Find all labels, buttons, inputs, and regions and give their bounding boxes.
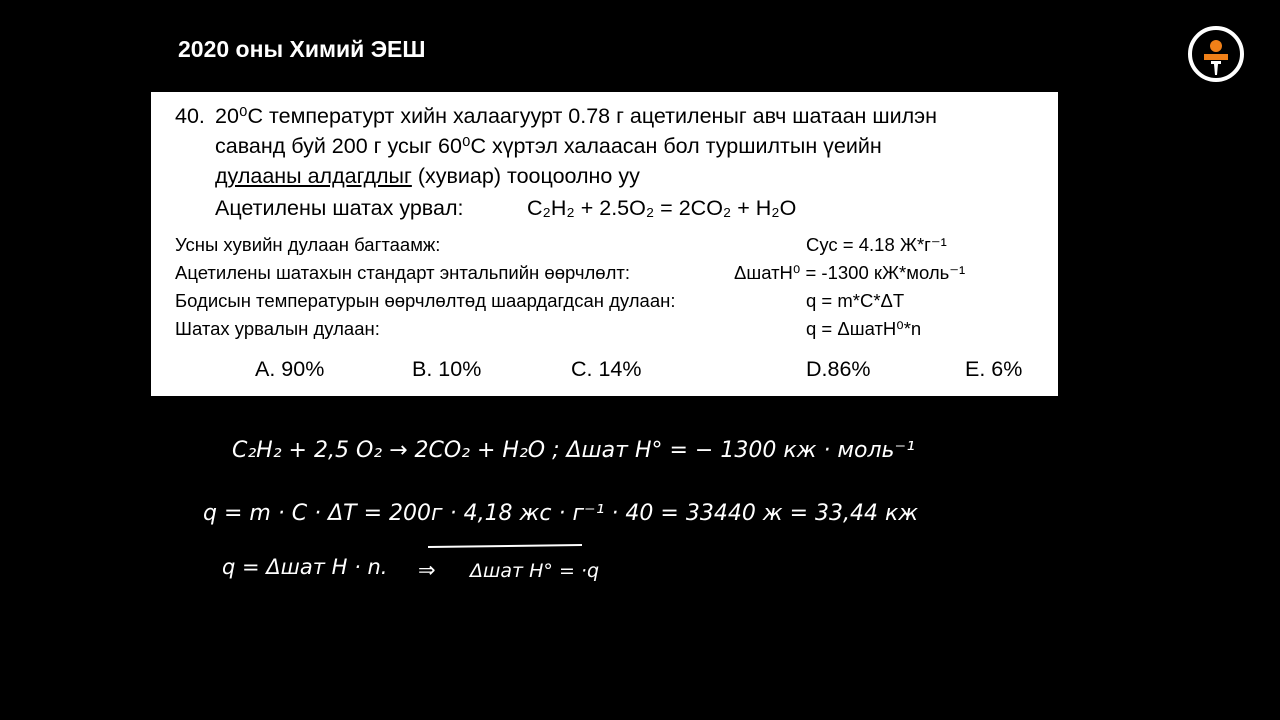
given-label-reaction-heat: Шатах урвалын дулаан:: [175, 318, 380, 339]
answer-option-d: D.86%: [806, 357, 871, 381]
answer-option-b: B. 10%: [412, 357, 482, 381]
reaction-label: Ацетилены шатах урвал:: [215, 196, 464, 220]
given-value-enthalpy: ΔшатH⁰ = -1300 кЖ*моль⁻¹: [734, 262, 966, 283]
handwritten-line-1: C₂H₂ + 2,5 O₂ → 2CO₂ + H₂O ; Δшат H° = − 1300 кж · моль⁻¹: [232, 438, 915, 463]
given-label-enthalpy: Ацетилены шатахын стандарт энтальпийн өөрчлөлт:: [175, 262, 631, 283]
handwritten-line-3-arrow: ⇒: [418, 558, 436, 582]
given-label-heat-capacity: Усны хувийн дулаан багтаамж:: [175, 234, 441, 255]
handwritten-line-3-left: q = Δшат H · n.: [222, 555, 388, 579]
handwritten-fraction-bar: [428, 545, 582, 547]
answer-option-a: A. 90%: [255, 357, 325, 381]
handwritten-line-2: q = m · C · ΔT = 200г · 4,18 жс · г⁻¹ · 40 = 33440 ж = 33,44 кж: [203, 501, 919, 526]
reaction-equation: C₂H₂ + 2.5O₂ = 2CO₂ + H₂O: [527, 196, 797, 220]
video-title: 2020 оны Химий ЭЕШ: [178, 36, 426, 62]
given-value-heat-capacity: Cус = 4.18 Ж*г⁻¹: [806, 234, 947, 255]
answer-option-c: C. 14%: [571, 357, 642, 381]
question-line-1: 20⁰С температурт хийн халаагуурт 0.78 г ацетиленыг авч шатаан шилэн: [215, 104, 938, 128]
handwritten-line-3-right: Δшат H° = ·q: [470, 560, 600, 582]
question-line-2: саванд буй 200 г усыг 60⁰С хүртэл халаасан бол туршилтын үеийн: [215, 134, 882, 158]
given-value-reaction-heat: q = ΔшатH⁰*n: [806, 318, 922, 339]
given-label-heat-required: Бодисын температурын өөрчлөлтөд шаардагдсан дулаан:: [175, 290, 676, 311]
underlined-phrase: дулааны алдагдлыг: [215, 164, 412, 188]
answer-option-e: E. 6%: [965, 357, 1023, 381]
question-line-3-rest: (хувиар) тооцоолно уу: [411, 164, 640, 188]
problem-number: 40.: [175, 104, 205, 128]
given-value-heat-required: q = m*C*ΔT: [806, 290, 905, 311]
